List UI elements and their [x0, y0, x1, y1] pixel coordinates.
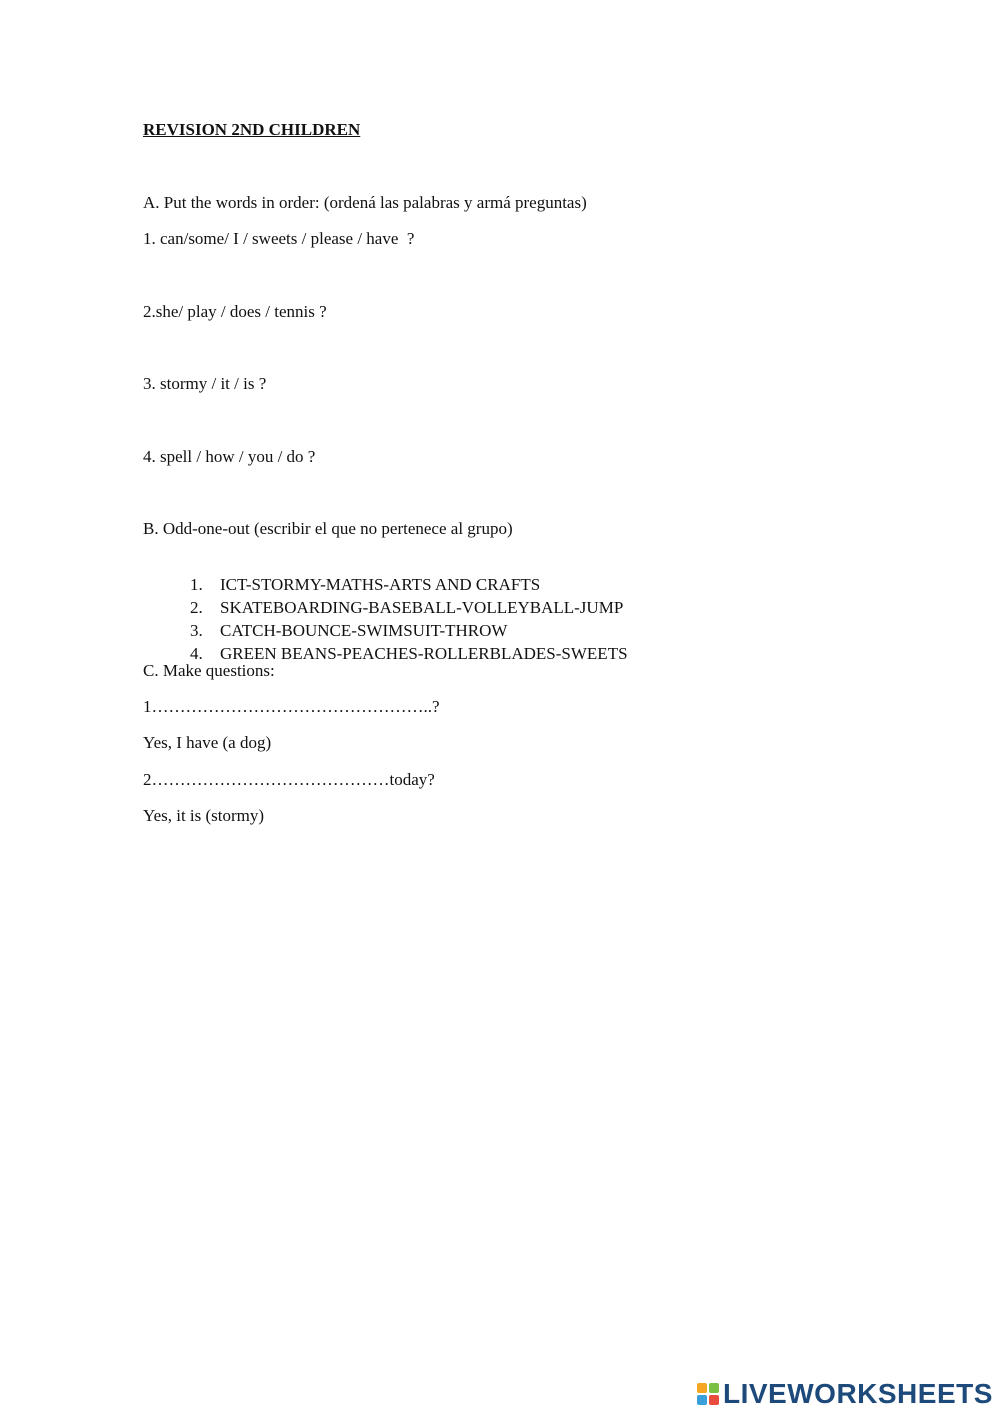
section-c-question-1: 1…………………………………………..? — [143, 697, 440, 716]
list-number: 2. — [190, 598, 203, 617]
logo-square — [697, 1383, 707, 1393]
logo-square — [709, 1395, 719, 1405]
section-a-item-2: 2.she/ play / does / tennis ? — [143, 302, 327, 321]
list-number: 3. — [190, 621, 203, 640]
section-b-heading: B. Odd-one-out (escribir el que no pertenece al grupo) — [143, 519, 513, 538]
liveworksheets-brand — [697, 1378, 993, 1410]
section-c-heading: C. Make questions: — [143, 661, 275, 680]
section-a-item-3: 3. stormy / it / is ? — [143, 374, 267, 393]
logo-square — [697, 1395, 707, 1405]
list-number: 4. — [190, 644, 203, 663]
list-text: SKATEBOARDING-BASEBALL-VOLLEYBALL-JUMP — [220, 598, 624, 617]
list-number: 1. — [190, 575, 203, 594]
liveworksheets-logo-icon — [697, 1383, 719, 1405]
section-c-answer-1: Yes, I have (a dog) — [143, 733, 272, 752]
brand-name: LIVEWORKSHEETS — [723, 1378, 993, 1409]
list-text: ICT-STORMY-MATHS-ARTS AND CRAFTS — [220, 575, 541, 594]
logo-square — [709, 1383, 719, 1393]
list-text: CATCH-BOUNCE-SWIMSUIT-THROW — [220, 621, 508, 640]
section-c-question-2: 2……………………………………today? — [143, 770, 435, 789]
section-a-item-4: 4. spell / how / you / do ? — [143, 447, 316, 466]
list-text: GREEN BEANS-PEACHES-ROLLERBLADES-SWEETS — [220, 644, 628, 663]
section-a-item-1: 1. can/some/ I / sweets / please / have ? — [143, 229, 415, 248]
section-a-heading: A. Put the words in order: (ordená las palabras y armá preguntas) — [143, 193, 587, 212]
section-c-answer-2: Yes, it is (stormy) — [143, 806, 265, 825]
page-title: REVISION 2ND CHILDREN — [143, 120, 361, 139]
